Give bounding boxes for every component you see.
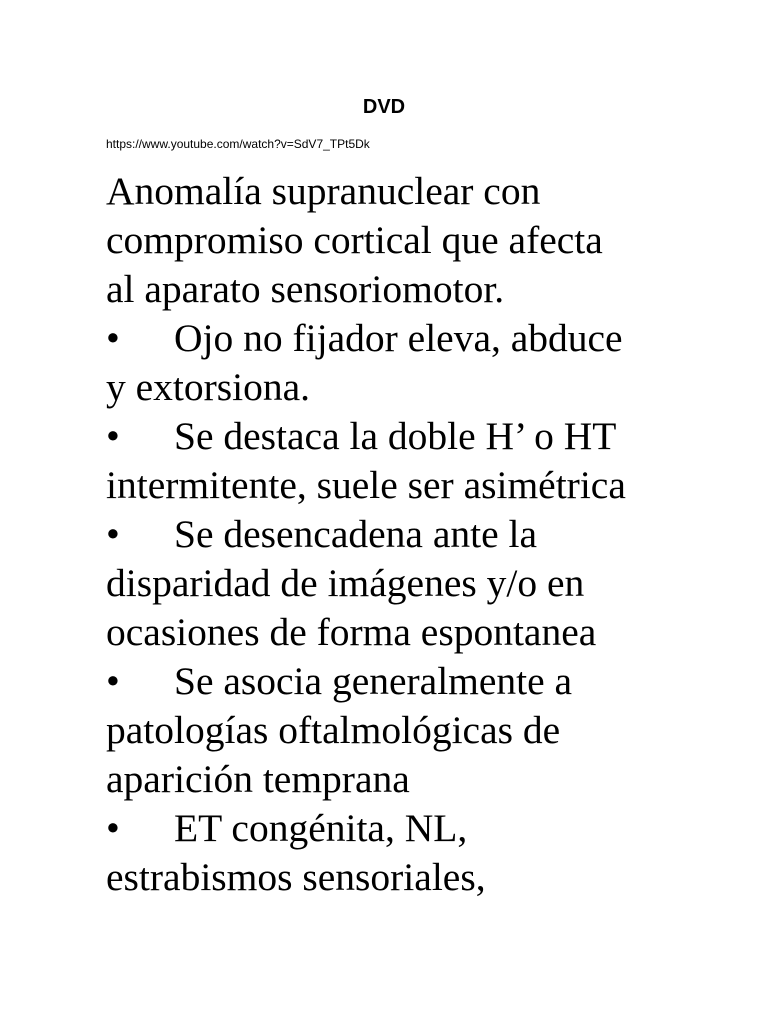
bullet-continuation: estrabismos sensoriales, [106, 855, 486, 899]
intro-line: Anomalía supranuclear con [106, 169, 541, 213]
intro-paragraph [106, 167, 686, 314]
bullet-item-2 [106, 412, 686, 510]
bullet-continuation: disparidad de imágenes y/o en [106, 561, 585, 605]
document-title: DVD [362, 96, 406, 118]
intro-line: compromiso cortical que afecta [106, 218, 603, 262]
bullet-item-5 [106, 804, 686, 902]
bullet-item-4 [106, 657, 686, 804]
bullet-text: Se desencadena ante la [174, 512, 537, 556]
bullet-continuation: aparición temprana [106, 757, 410, 801]
bullet-item-3 [106, 510, 686, 657]
bullet-icon: • [106, 512, 120, 556]
bullet-icon: • [106, 659, 120, 703]
bullet-continuation: patologías oftalmológicas de [106, 708, 561, 752]
youtube-link[interactable]: https://www.youtube.com/watch?v=SdV7_TPt5Dk [106, 137, 370, 151]
bullet-item-1 [106, 314, 686, 412]
bullet-text: Ojo no fijador eleva, abduce [174, 316, 623, 360]
bullet-icon: • [106, 316, 120, 360]
document-body [106, 167, 686, 902]
bullet-text: Se destaca la doble H’ o HT [174, 414, 617, 458]
bullet-continuation: y extorsiona. [106, 365, 311, 409]
bullet-icon: • [106, 414, 120, 458]
bullet-text: Se asocia generalmente a [174, 659, 573, 703]
bullet-icon: • [106, 806, 120, 850]
intro-line: al aparato sensoriomotor. [106, 267, 505, 311]
bullet-continuation: intermitente, suele ser asimétrica [106, 463, 626, 507]
bullet-continuation: ocasiones de forma espontanea [106, 610, 597, 654]
bullet-text: ET congénita, NL, [174, 806, 468, 850]
